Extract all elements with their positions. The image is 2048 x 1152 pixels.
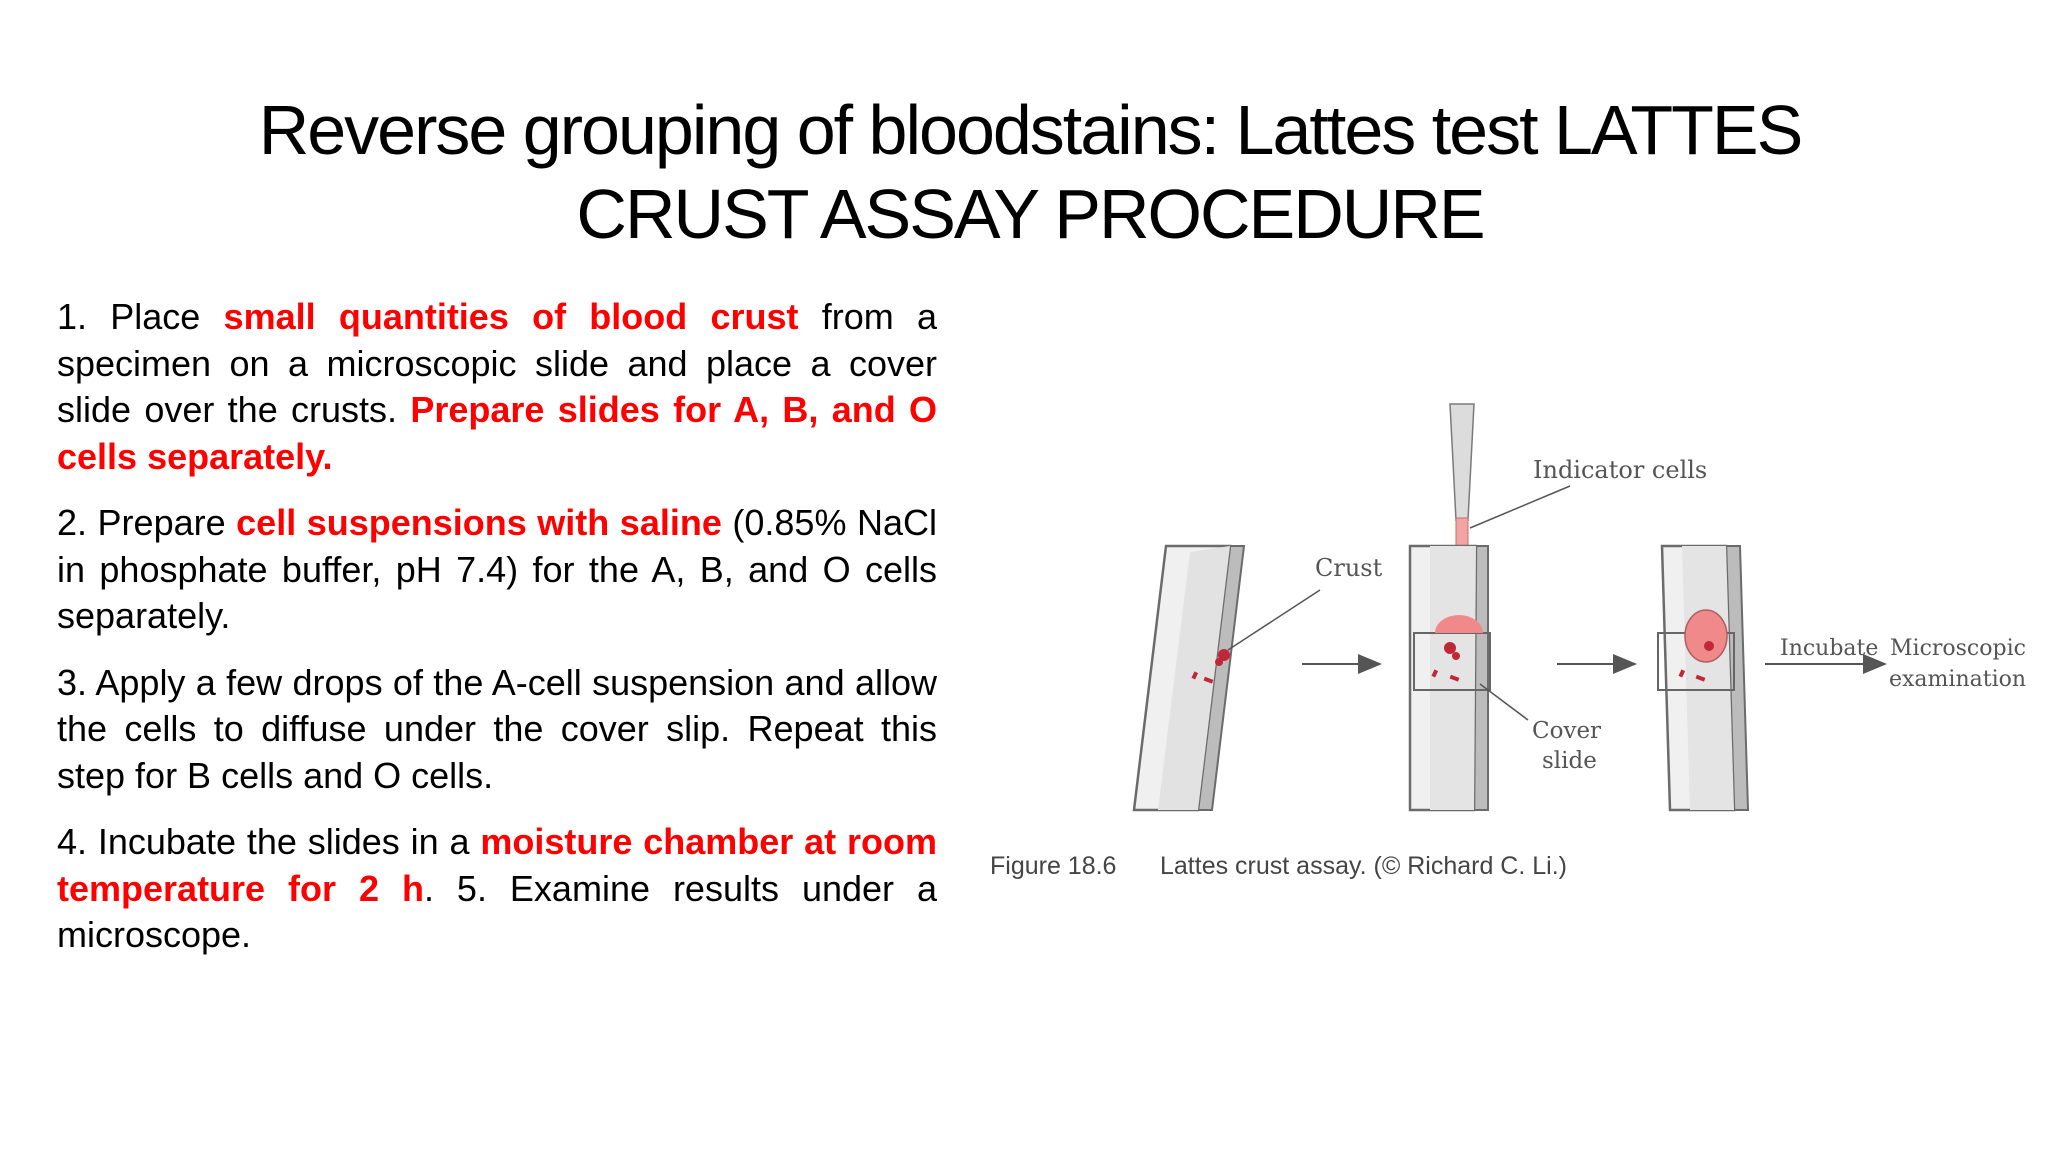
- step-1-highlight-b: Prepare slides for A, B, and O cells separately.: [57, 389, 937, 477]
- step-3: [57, 660, 937, 800]
- slide-title: [180, 88, 1880, 256]
- step-2-highlight: cell suspensions with saline: [236, 502, 722, 543]
- step-3-text: 3. Apply a few drops of the A-cell suspension and allow the cells to diffuse under the cover slip. Repeat this step for B cells and O cells.: [57, 661, 937, 796]
- figure-caption-number: Figure 18.6: [990, 852, 1117, 880]
- microscopic-label: Microscopic: [1890, 636, 2026, 661]
- incubate-label: Incubate: [1780, 636, 1879, 661]
- crust-label: Crust: [1315, 554, 1383, 582]
- procedure-steps: [57, 294, 937, 979]
- title-line-1: Reverse grouping of bloodstains: Lattes test LATTES: [258, 91, 1802, 169]
- lattes-assay-figure: [990, 400, 2040, 900]
- figure-illustration: [990, 400, 2040, 900]
- indicator-leader-line: [1470, 486, 1570, 528]
- step-2: [57, 500, 937, 640]
- step-1-highlight-a: small quantities of blood crust: [223, 296, 799, 337]
- step-1-text-a: 1. Place: [57, 296, 224, 337]
- title-line-2: CRUST ASSAY PROCEDURE: [576, 175, 1484, 253]
- step-1-text-b: from a specimen on a microscopic slide and place a cover slide over the crusts.: [57, 296, 937, 430]
- cover-label: Cover: [1532, 718, 1602, 744]
- step-4-text-b: . 5. Examine results under a microscope.: [57, 867, 937, 955]
- figure-caption-text: Lattes crust assay. (© Richard C. Li.): [1160, 852, 1567, 880]
- slide-1-icon: [1134, 546, 1244, 810]
- crust-leader-line: [1228, 590, 1320, 650]
- slide-label: slide: [1542, 748, 1597, 774]
- step-4-text-a: 4. Incubate the slides in a: [57, 821, 481, 862]
- indicator-cells-label: Indicator cells: [1533, 456, 1708, 484]
- step-2-text-a: 2. Prepare: [57, 502, 237, 543]
- step-4-highlight: moisture chamber at room temperature for 2 h: [57, 821, 937, 909]
- step-1: [57, 294, 937, 480]
- examination-label: examination: [1889, 667, 2027, 692]
- step-4-5: [57, 819, 937, 959]
- step-2-text-b: (0.85% NaCl in phosphate buffer, pH 7.4) for the A, B, and O cells separately.: [57, 502, 937, 636]
